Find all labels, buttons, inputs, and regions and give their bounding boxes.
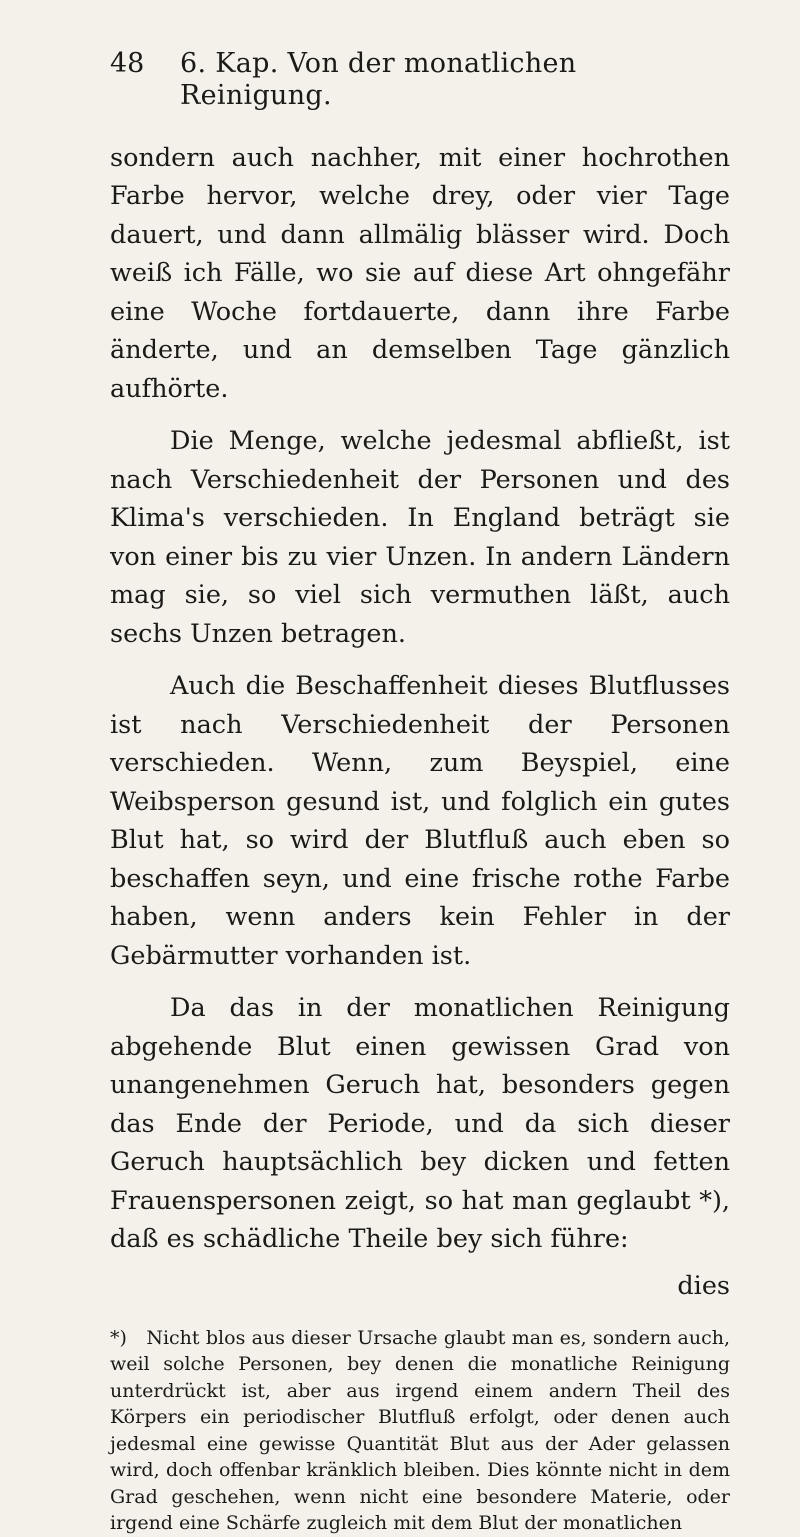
- paragraph-4: Da das in der monatlichen Reinigung abgehende Blut einen gewissen Grad von unangenehmen Geruch hat, besonders gegen das Ende der Periode, und da sich dieser Geruch hauptsächlich bey dicken und fetten Frauenspersonen zeigt, so hat man geglaubt *), daß es schädliche Theile bey sich führe:: [110, 993, 730, 1255]
- running-head: [110, 48, 730, 113]
- paragraph-2: Die Menge, welche jedesmal abfließt, ist nach Verschiedenheit der Personen und des Klima's verschieden. In England beträgt sie von einer bis zu vier Unzen. In andern Ländern mag sie, so viel sich vermuthen läßt, auch sechs Unzen betragen.: [110, 426, 730, 649]
- footnote: [110, 1325, 730, 1537]
- catchword: dies: [677, 1270, 730, 1301]
- page-number: 48: [110, 48, 145, 79]
- paragraph-3: Auch die Beschaffenheit dieses Blutflusses ist nach Verschiedenheit der Personen verschieden. Wenn, zum Beyspiel, eine Weibsperson gesund ist, und folglich ein gutes Blut hat, so wird der Blutfluß auch eben so beschaffen seyn, und eine frische rothe Farbe haben, wenn anders kein Fehler in der Gebärmutter vorhanden ist.: [110, 671, 730, 971]
- chapter-heading: 6. Kap. Von der monatlichen Reinigung.: [180, 48, 577, 112]
- paragraph-1: sondern auch nachher, mit einer hochrothen Farbe hervor, welche drey, oder vier Tage dauert, und dann allmälig blässer wird. Doch weiß ich Fälle, wo sie auf diese Art ohngefähr eine Woche fortdauerte, dann ihre Farbe änderte, und an demselben Tage gänzlich aufhörte.: [110, 142, 730, 404]
- footnote-text: Nicht blos aus dieser Ursache glaubt man es, sondern auch, weil solche Personen, bey denen die monatliche Reinigung unterdrückt ist, aber aus irgend einem andern Theil des Körpers ein periodischer Blutfluß erfolgt, oder denen auch jedesmal eine gewisse Quantität Blut aus der Ader gelassen wird, doch offenbar kränklich bleiben. Dies könnte nicht in dem Grad geschehen, wenn nicht eine besondere Materie, oder irgend eine Schärfe zugleich mit dem Blut der monatlichen: [110, 1326, 730, 1535]
- body-text: [110, 139, 730, 1259]
- footnote-marker: *): [110, 1326, 127, 1349]
